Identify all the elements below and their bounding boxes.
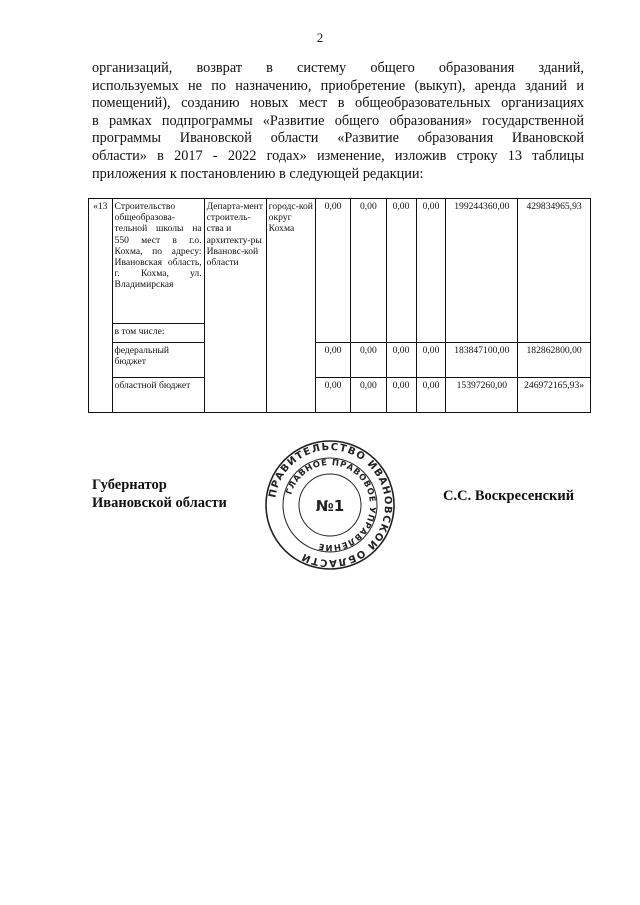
signatory-title — [92, 476, 227, 512]
page-number: 2 — [316, 30, 324, 45]
program-table — [88, 198, 591, 413]
place-cell: городс-кой округ Кохма — [266, 199, 315, 413]
value-cell: 0,00 — [416, 378, 446, 413]
value-cell: 0,00 — [416, 199, 446, 343]
value-cell: 0,00 — [315, 378, 350, 413]
intro-line: приложения к постановлению в следующей редакции: — [92, 165, 424, 182]
value-cell: 0,00 — [386, 378, 416, 413]
value-cell: 0,00 — [386, 343, 416, 378]
value-cell: 182862800,00 — [518, 343, 591, 378]
seal-center-number: №1 — [315, 497, 345, 515]
value-cell: 429834965,93 — [518, 199, 591, 343]
value-cell: 0,00 — [351, 378, 386, 413]
signatory-title-line: Ивановской области — [92, 495, 227, 511]
value-cell: 0,00 — [386, 199, 416, 343]
intro-line: в рамках подпрограммы «Развитие общего образования» государственной — [92, 112, 584, 129]
value-cell: 0,00 — [351, 343, 386, 378]
budget-label-cell: федеральный бюджет — [112, 343, 204, 378]
value-cell: 0,00 — [416, 343, 446, 378]
seal-inner-text: ГЛАВНОЕ ПРАВОВОЕ УПРАВЛЕНИЕ — [283, 456, 379, 554]
value-cell: 15397260,00 — [446, 378, 518, 413]
table-row — [89, 343, 591, 378]
intro-line: помещений), созданию новых мест в общеобразовательных организациях — [92, 95, 584, 112]
budget-label-cell: областной бюджет — [112, 378, 204, 413]
table-row — [89, 378, 591, 413]
value-cell: 246972165,93» — [518, 378, 591, 413]
table-row — [89, 199, 591, 324]
value-cell: 0,00 — [351, 199, 386, 343]
seal-outer-text: ПРАВИТЕЛЬСТВО ИВАНОВСКОЙ ОБЛАСТИ — [267, 441, 394, 569]
value-cell: 0,00 — [315, 343, 350, 378]
signatory-title-line: Губернатор — [92, 477, 167, 493]
intro-line: области» в 2017 - 2022 годах» изменение, изложив строку 13 таблицы — [92, 147, 584, 164]
value-cell: 183847100,00 — [446, 343, 518, 378]
intro-line: организаций, возврат в систему общего образования зданий, — [92, 60, 584, 76]
intro-line: используемых не по назначению, приобретение (выкуп), аренда зданий и — [92, 77, 584, 94]
department-cell: Департа-мент строитель-ства и архитекту-ры Ивановс-кой области — [204, 199, 266, 413]
row-number-cell: «13 — [89, 199, 113, 413]
signatory-name: С.С. Воскресенский — [443, 488, 575, 504]
intro-line: программы Ивановской области «Развитие образования Ивановской — [92, 130, 584, 147]
intro-paragraph — [92, 60, 584, 183]
official-seal — [263, 438, 397, 572]
value-cell: 199244360,00 — [446, 199, 518, 343]
including-label-cell: в том числе: — [112, 324, 204, 343]
value-cell: 0,00 — [315, 199, 350, 343]
object-name-cell: Строительство общеобразова-тельной школы на 550 мест в г.о. Кохма, по адресу: Ивановская область, г. Кохма, ул. Владимирская — [112, 199, 204, 324]
